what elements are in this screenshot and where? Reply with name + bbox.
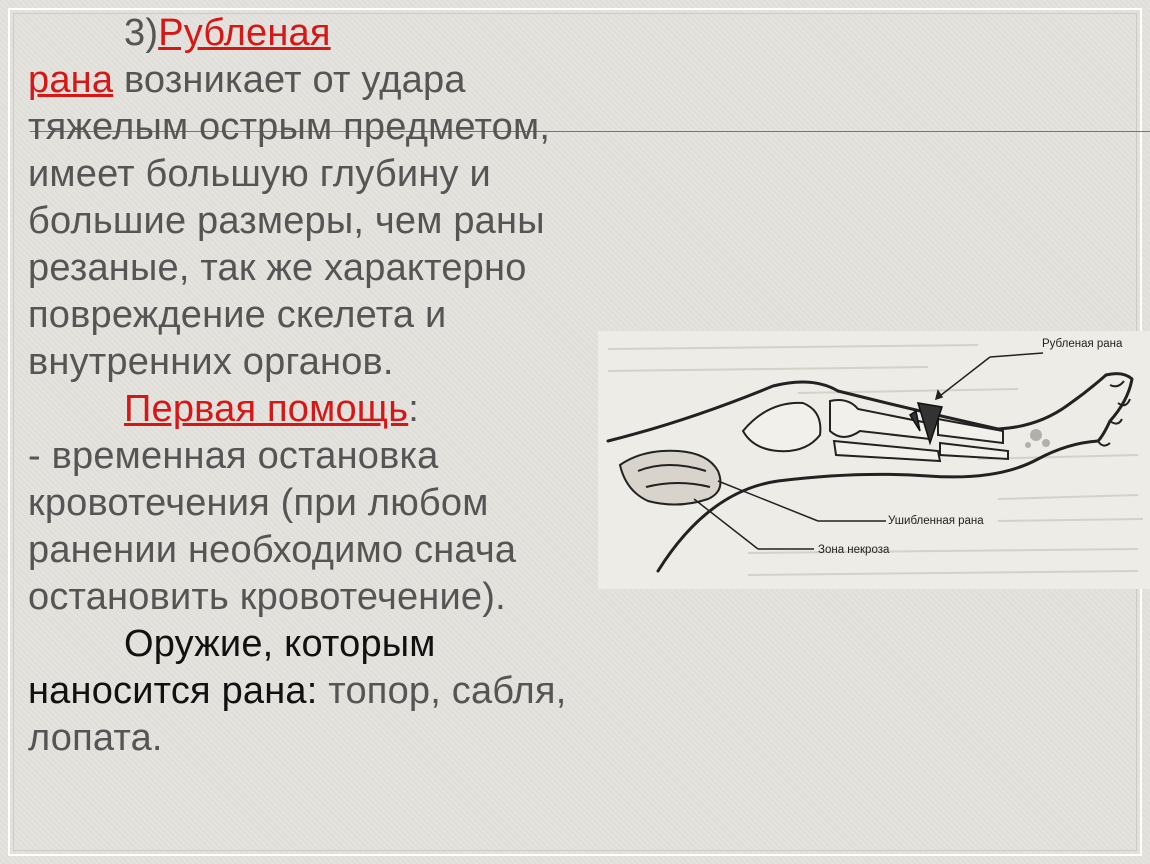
label-bruised-wound: Ушибленная рана [888, 515, 984, 527]
title-word-1: Рубленая [158, 12, 331, 54]
leg-diagram [598, 331, 1150, 589]
line-7: внутренних органов. [28, 341, 394, 383]
first-aid-title: Первая помощь [124, 388, 409, 430]
first-aid-colon: : [408, 388, 420, 430]
weapon-line-2-black: наносится рана: [28, 670, 318, 712]
first-aid-heading [28, 386, 648, 433]
weapon-line-1: Оружие, которым [124, 623, 436, 665]
line-2: тяжелым острым предметом, [28, 106, 551, 148]
first-aid-line-4: остановить кровотечение). [28, 576, 506, 618]
weapon-line-2 [28, 668, 648, 715]
first-aid-line-2: кровотечения (при любом [28, 482, 489, 524]
line-4: большие размеры, чем раны [28, 200, 545, 242]
line-1 [28, 57, 648, 104]
number-prefix: 3) [124, 12, 159, 54]
slide-text [28, 10, 648, 762]
line-6: повреждение скелета и [28, 294, 447, 336]
line-3: имеет большую глубину и [28, 153, 491, 195]
label-necrosis-zone: Зона некроза [818, 544, 890, 556]
title-line [28, 10, 648, 57]
label-chopped-wound: Рубленая рана [1042, 338, 1123, 350]
line-1-text: возникает от удара [113, 59, 466, 101]
weapon-line-2-gray: топор, сабля, [317, 670, 567, 712]
wound-illustration [598, 331, 1150, 589]
title-word-2: рана [28, 59, 114, 101]
first-aid-line-1: - временная остановка [28, 435, 439, 477]
first-aid-line-3: ранении необходимо снача [28, 529, 517, 571]
line-5: резаные, так же характерно [28, 247, 527, 289]
weapon-line-3: лопата. [28, 717, 163, 759]
